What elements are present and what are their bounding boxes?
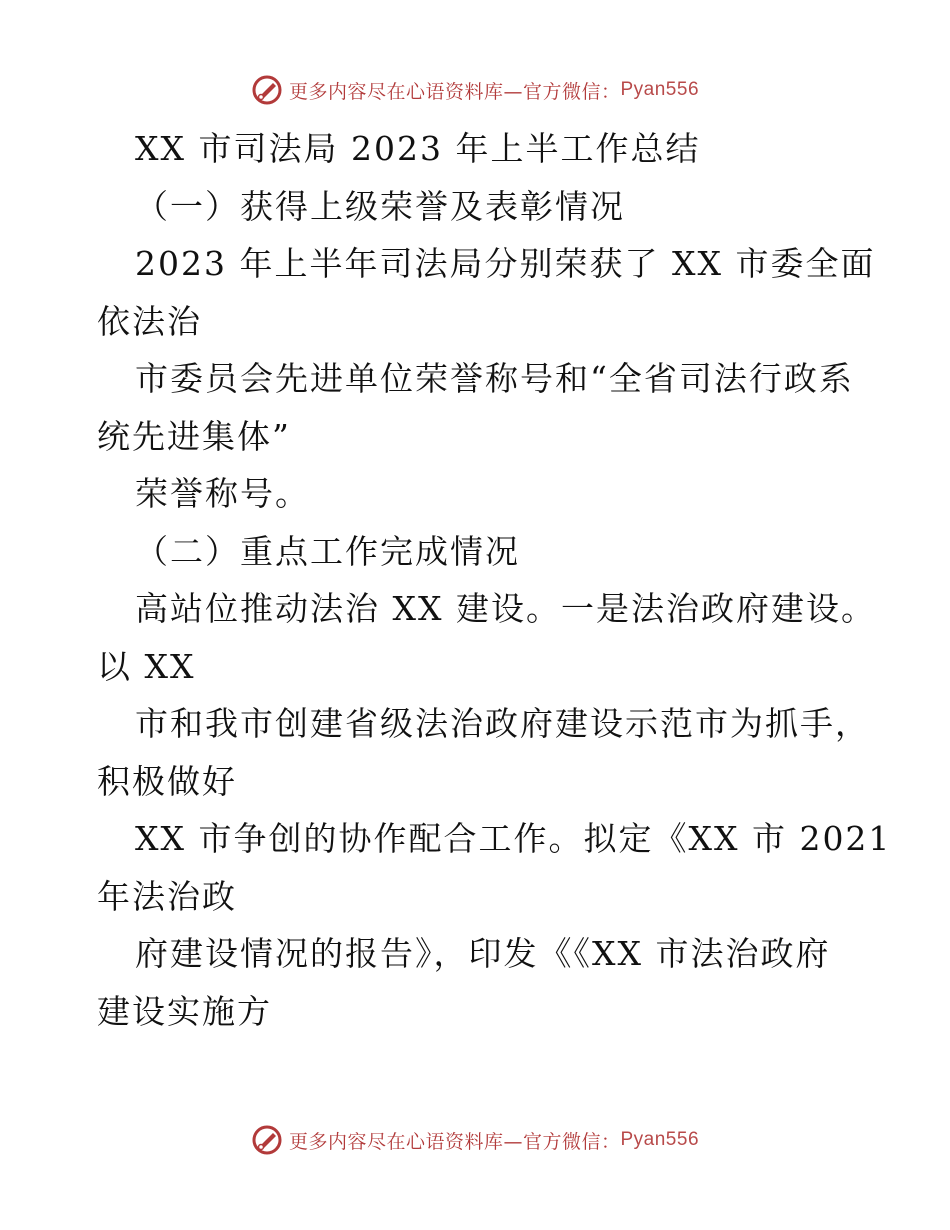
doc-line-16: 建设实施方 xyxy=(97,991,272,1031)
doc-line-7: 荣誉称号。 xyxy=(135,474,310,513)
doc-line-6: 统先进集体” xyxy=(97,416,291,456)
footer-watermark xyxy=(0,1120,950,1160)
doc-line-10: 以 XX xyxy=(97,646,196,686)
doc-line-3: 2023 年上半年司法局分别荣获了 XX 市委全面 xyxy=(135,244,876,283)
doc-line-5: 市委员会先进单位荣誉称号和“全省司法行政系 xyxy=(135,359,854,398)
doc-line-4: 依法治 xyxy=(97,301,202,341)
doc-line-13: XX 市争创的协作配合工作。拟定《XX 市 2021 xyxy=(135,819,892,858)
watermark-text: 更多内容尽在心语资料库—官方微信： xyxy=(288,1130,621,1153)
watermark-wechat-id: Pyan556 xyxy=(620,1129,700,1150)
document-body xyxy=(97,120,892,1040)
brush-logo-icon xyxy=(251,1124,283,1156)
doc-line-1: XX 市司法局 2023 年上半工作总结 xyxy=(135,129,701,168)
header-watermark xyxy=(0,70,950,110)
watermark-text: 更多内容尽在心语资料库—官方微信： xyxy=(288,80,621,103)
doc-line-15: 府建设情况的报告》，印发《《XX 市法治政府 xyxy=(135,934,831,973)
doc-line-9: 高站位推动法治 XX 建设。一是法治政府建设。 xyxy=(135,589,876,628)
doc-line-8: （二）重点工作完成情况 xyxy=(135,531,520,571)
doc-line-14: 年法治政 xyxy=(97,876,237,916)
doc-line-12: 积极做好 xyxy=(97,761,237,801)
doc-line-2: （一）获得上级荣誉及表彰情况 xyxy=(135,186,625,226)
watermark-wechat-id: Pyan556 xyxy=(620,79,700,100)
brush-logo-icon xyxy=(251,74,283,106)
doc-line-11: 市和我市创建省级法治政府建设示范市为抓手， xyxy=(135,704,870,743)
